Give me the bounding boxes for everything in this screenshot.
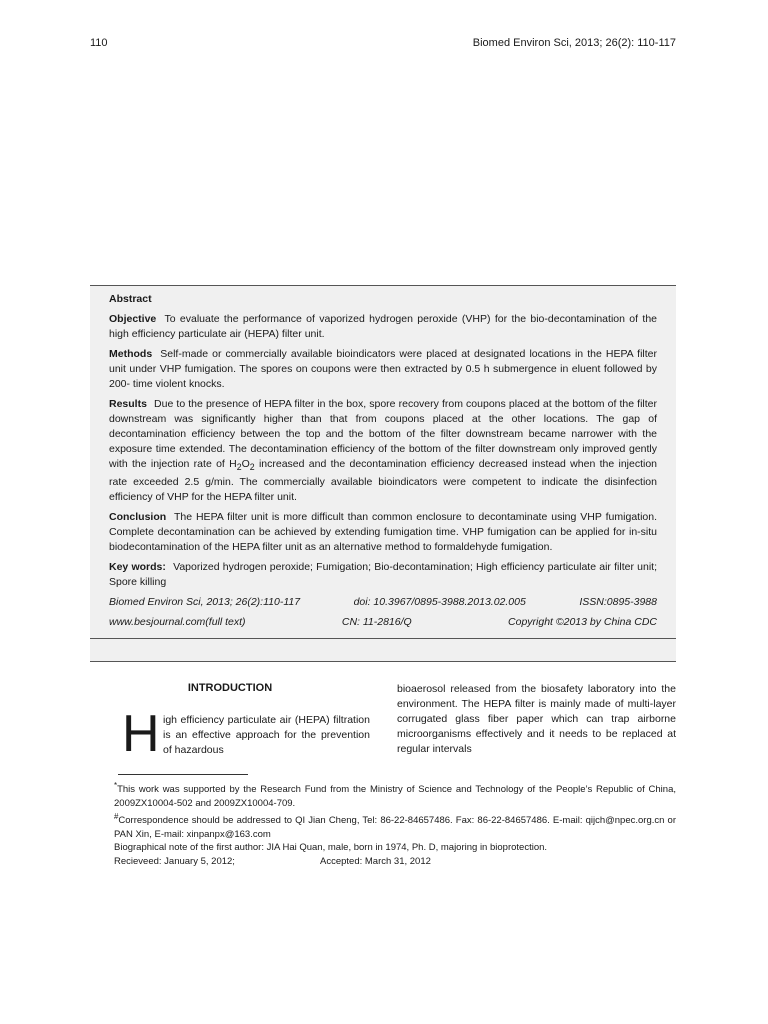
h2o2-subscript-1: 2 bbox=[236, 462, 242, 473]
accepted-date: Accepted: March 31, 2012 bbox=[320, 855, 431, 867]
results-text-2: increased and the decontamination efficiency decreased instead when the injection rate exceeded 2.5 g/min. The commercially available bioindicators were competent to indicate the disinfection efficiency of VHP for the HEPA filter unit. bbox=[109, 458, 658, 504]
introduction-heading: INTRODUCTION bbox=[187, 682, 273, 694]
methods-text: Self-made or commercially available bioindicators were placed at designated locations in the HEPA filter unit under VHP fumigation. The spores on coupons were then extracted by 0.5 h submergence in eluent followed by 200- time violent knocks. bbox=[109, 348, 657, 390]
citation-row-2 bbox=[109, 615, 657, 630]
keywords-text: Vaporized hydrogen peroxide; Fumigation; Bio-decontamination; High efficiency particulate air filter unit; Spore killing bbox=[109, 561, 658, 589]
citation-issn: ISSN:0895-3988 bbox=[579, 596, 657, 609]
footnotes bbox=[90, 779, 676, 868]
intro-left-column: igh efficiency particulate air (HEPA) filtration is an effective approach for the prevention of hazardous bbox=[163, 714, 370, 756]
abstract-title: Abstract bbox=[109, 293, 152, 305]
page-number: 110 bbox=[90, 37, 108, 49]
abstract-box bbox=[90, 285, 676, 662]
intro-right-column: bioaerosol released from the biosafety laboratory into the environment. The HEPA filter is mainly made of multi-layer corrugated glass fiber paper which can trap airborne microorganisms effectively and it needs to be replaced at regular intervals bbox=[397, 683, 676, 755]
footnote-mark-hash: # bbox=[114, 812, 119, 822]
results-label: Results bbox=[109, 398, 147, 410]
h2o2-oxygen: O bbox=[241, 458, 250, 470]
footnote-mark-star: * bbox=[114, 781, 118, 790]
h2o2-subscript-2: 2 bbox=[249, 462, 255, 473]
footnote-dates bbox=[90, 855, 676, 869]
footnote-funding-text: This work was supported by the Research Fund from the Ministry of Science and Technology of the People’s Republic of China, 2009ZX10004-502 and 2009ZX10004-709. bbox=[114, 784, 676, 809]
keywords-label: Key words: bbox=[109, 561, 166, 574]
objective-paragraph bbox=[109, 312, 657, 342]
conclusion-text: The HEPA filter unit is more difficult than common enclosure to decontaminate using VHP fumigation. Complete decontamination can be achieved by extending fumigation time. VHP fumigation can be applied for in-situ biodecontamination of the HEPA filter unit as an alternative method to formaldehyde fumigation. bbox=[109, 511, 658, 554]
methods-paragraph bbox=[109, 347, 657, 392]
results-text-1: Due to the presence of HEPA filter in the box, spore recovery from coupons placed at the bottom of the filter downstream was significantly higher than that from coupons placed at the other locations. The gap of decontamination efficiency between the top and the bottom of the filter downstream became narrower with the exposure time extended. The decontamination efficiency of the bottom of the filter downstream only improved gently with the injection rate of H bbox=[109, 398, 658, 470]
methods-label: Methods bbox=[109, 348, 153, 360]
running-header: Biomed Environ Sci, 2013; 26(2): 110-117 bbox=[472, 37, 676, 49]
footnote-funding bbox=[90, 779, 676, 810]
drop-cap: H bbox=[122, 705, 160, 763]
results-paragraph bbox=[109, 397, 657, 505]
citation-journal: Biomed Environ Sci, 2013; 26(2):110-117 bbox=[109, 596, 301, 609]
citation-copyright: Copyright ©2013 by China CDC bbox=[508, 616, 657, 629]
conclusion-paragraph bbox=[109, 510, 657, 555]
footnote-correspondence-text: Correspondence should be addressed to QI Jian Cheng, Tel: 86-22-84657486. Fax: 86-22-84657486. E-mail: qijch@npec.org.cn or PAN Xin, E-mail: xinpanpx@163.com bbox=[114, 815, 676, 840]
citation-divider bbox=[90, 638, 676, 639]
objective-text: To evaluate the performance of vaporized hydrogen peroxide (VHP) for the bio-decontamination of the high efficiency particulate air (HEPA) filter unit. bbox=[109, 313, 657, 340]
keywords-paragraph bbox=[109, 560, 657, 590]
received-date: Recieveed: January 5, 2012; bbox=[114, 855, 235, 867]
citation-website[interactable]: www.besjournal.com(full text) bbox=[109, 616, 246, 629]
conclusion-label: Conclusion bbox=[109, 511, 167, 524]
citation-row-1 bbox=[109, 595, 657, 610]
citation-cn: CN: 11-2816/Q bbox=[341, 616, 412, 629]
objective-label: Objective bbox=[109, 313, 157, 325]
footnote-rule bbox=[118, 774, 248, 775]
footnote-bio: Biographical note of the first author: JIA Hai Quan, male, born in 1974, Ph. D, majoring in bioprotection. bbox=[114, 842, 548, 854]
citation-doi[interactable]: doi: 10.3967/0895-3988.2013.02.005 bbox=[353, 596, 526, 609]
footnote-correspondence bbox=[90, 810, 676, 841]
